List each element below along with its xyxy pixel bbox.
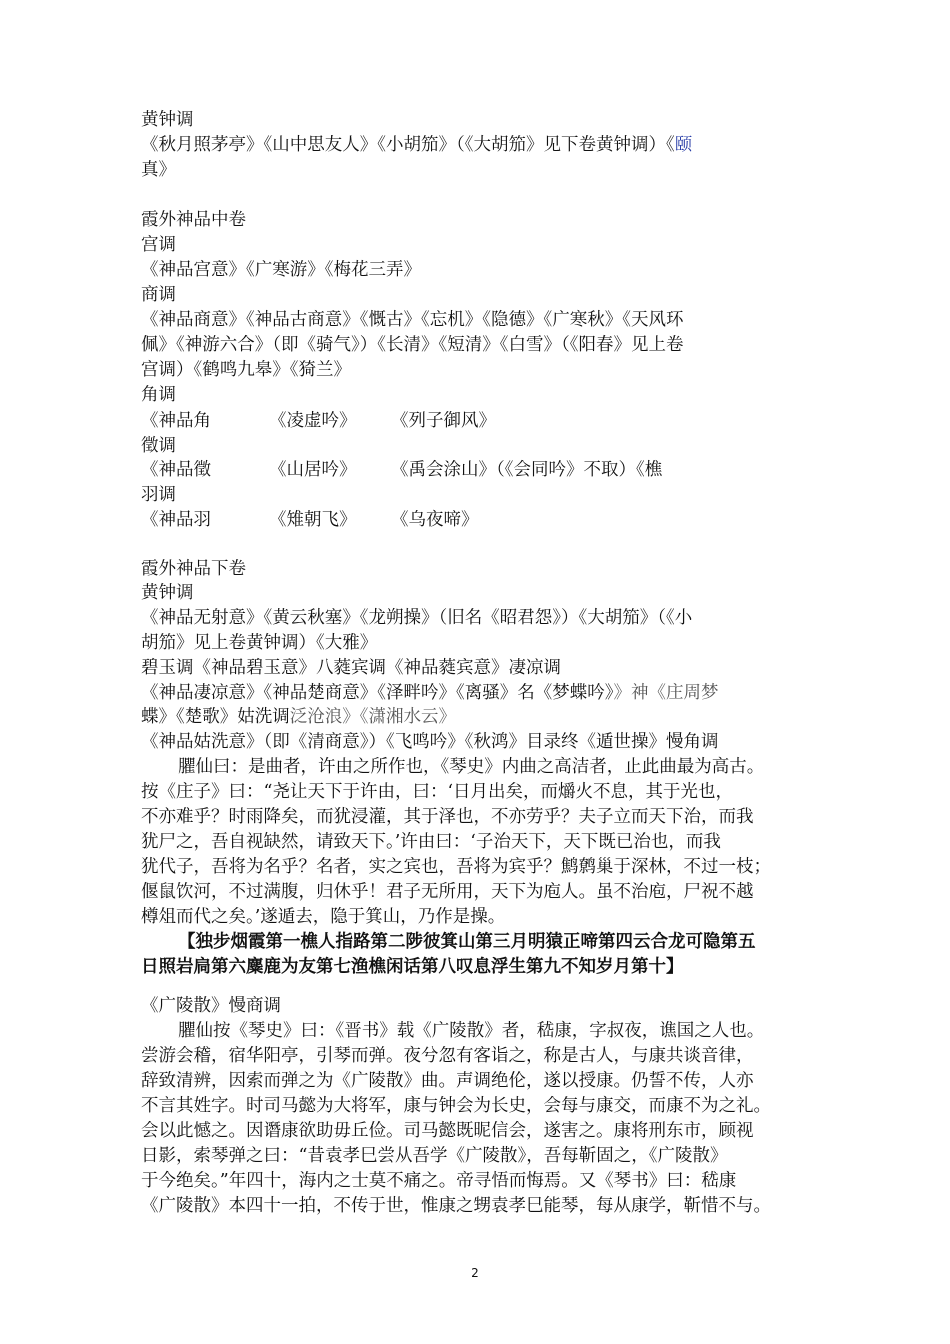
text-span: 泛沧浪》《潇湘水云》 bbox=[289, 707, 456, 725]
text-line bbox=[141, 656, 831, 680]
col-text: 《乌夜啼》 bbox=[391, 510, 479, 530]
section-title-middle: 霞外神品中卷 bbox=[141, 210, 246, 230]
paragraph-line: 按《庄子》曰：“尧让天下于许由，曰：‘日月出矣，而爝火不息，其于光也， bbox=[141, 782, 734, 802]
paragraph-line: 辞致清辨，因索而弹之为《广陵散》曲。声调绝伦，遂以授康。仍誓不传，人亦 bbox=[141, 1071, 754, 1091]
text-line: 宫调）《鹤鸣九皋》《猗兰》 bbox=[141, 360, 351, 380]
text-line: 《神品姑洗意》（即《清商意》）《飞鸣吟》《秋鸿》目录终《遁世操》慢角调 bbox=[141, 732, 719, 752]
paragraph-line: 不亦难乎？时雨降矣，而犹浸灌，其于泽也，不亦劳乎？夫子立而天下治，而我 bbox=[141, 807, 754, 827]
col-text: 《雉朝飞》 bbox=[269, 510, 357, 530]
text-line: 《神品宫意》《广寒游》《梅花三弄》 bbox=[141, 260, 421, 280]
link-text[interactable]: 颐 bbox=[674, 135, 693, 155]
text-span: 》神《庄周梦 bbox=[613, 683, 719, 703]
text-span: 碧玉调《神品碧玉意》 bbox=[141, 658, 316, 678]
paragraph-line: 樽俎而代之矣。’遂遁去，隐于箕山，乃作是操。 bbox=[141, 907, 506, 927]
heading-huangzhong: 黄钟调 bbox=[141, 110, 194, 130]
col-text: 《神品羽 bbox=[141, 510, 211, 530]
col-text: 《列子御风》 bbox=[391, 411, 496, 431]
text-span: 《秋月照茅亭》《山中思友人》《小胡笳》（《大胡笳》见下卷黄钟调）《 bbox=[141, 135, 675, 155]
text-span: 《神品凄凉意》《神品楚商意》《泽畔吟》《离骚》名《梦蝶吟》 bbox=[141, 683, 614, 703]
piece-title: 《广陵散》慢商调 bbox=[141, 996, 281, 1016]
text-line bbox=[141, 705, 831, 725]
paragraph-line: 尝游会稽，宿华阳亭，引琴而弹。夜兮忽有客诣之，称是古人，与康共谈音律， bbox=[141, 1046, 754, 1066]
mode-heading: 徵调 bbox=[141, 436, 176, 456]
col-text: 《神品徵 bbox=[141, 460, 211, 480]
col-text: 《禹会涂山》（《会同吟》不取）《樵 bbox=[391, 460, 663, 480]
text-line bbox=[141, 133, 831, 157]
paragraph-line: 臞仙按《琴史》曰：《晋书》载《广陵散》者，嵇康，字叔夜，谯国之人也。 bbox=[178, 1021, 765, 1041]
page-number: 2 bbox=[471, 1266, 479, 1280]
paragraph-line: 犹尸之，吾自视缺然，请致天下。’许由曰：‘子治天下，天下既已治也，而我 bbox=[141, 832, 721, 852]
section-title-lower: 霞外神品下卷 bbox=[141, 559, 246, 579]
section-list-line: 日照岩扃第六麋鹿为友第七渔樵闲话第八叹息浮生第九不知岁月第十】 bbox=[141, 957, 684, 977]
col-text: 《山居吟》 bbox=[269, 460, 357, 480]
text-line: 《神品无射意》《黄云秋塞》《龙朔操》（旧名《昭君怨》）《大胡笳》（《小 bbox=[141, 608, 693, 628]
col-text: 《凌虚吟》 bbox=[269, 411, 357, 431]
text-span: 八蕤宾调《神品蕤宾意》凄凉调 bbox=[316, 658, 561, 678]
text-line: 真》 bbox=[141, 160, 176, 180]
paragraph-line: 《广陵散》本四十一拍，不传于世，惟康之甥袁孝巳能琴，每从康学，靳惜不与。 bbox=[141, 1196, 771, 1216]
paragraph-line: 犹代子，吾将为名乎？名者，实之宾也，吾将为宾乎？鹪鹩巢于深林，不过一枝； bbox=[141, 857, 771, 877]
text-span: 蝶》《楚歌》姑洗调 bbox=[141, 707, 290, 725]
paragraph-line: 会以此憾之。因谮康欲助毋丘俭。司马懿既昵信会，遂害之。康将刑东市，顾视 bbox=[141, 1121, 754, 1141]
paragraph-line: 于今绝矣。”年四十，海内之士莫不痛之。帝寻悟而悔焉。又《琴书》曰：嵇康 bbox=[141, 1171, 737, 1191]
text-line bbox=[141, 681, 831, 705]
text-line: 佩》《神游六合》（即《骑气》）《长清》《短清》《白雪》（《阳春》见上卷 bbox=[141, 335, 684, 355]
text-line: 胡笳》见上卷黄钟调）《大雅》 bbox=[141, 633, 378, 653]
paragraph-line: 臞仙曰：是曲者，许由之所作也，《琴史》内曲之高洁者，止此曲最为高古。 bbox=[178, 757, 765, 777]
paragraph-line: 日影，索琴弹之曰：“昔袁孝巳尝从吾学《广陵散》，吾每靳固之，《广陵散》 bbox=[141, 1146, 728, 1166]
text-line: 《神品商意》《神品古商意》《慨古》《忘机》《隐德》《广寒秋》《天风环 bbox=[141, 310, 684, 330]
mode-heading: 商调 bbox=[141, 285, 176, 305]
mode-heading: 黄钟调 bbox=[141, 583, 194, 603]
mode-heading: 羽调 bbox=[141, 485, 176, 505]
mode-heading: 角调 bbox=[141, 385, 176, 405]
col-text: 《神品角 bbox=[141, 411, 211, 431]
section-list-line: 【独步烟霞第一樵人指路第二陟彼箕山第三月明猿正啼第四云合龙可隐第五 bbox=[178, 932, 756, 952]
paragraph-line: 不言其姓字。时司马懿为大将军，康与钟会为长史，会每与康交，而康不为之礼。 bbox=[141, 1096, 771, 1116]
mode-heading: 宫调 bbox=[141, 235, 176, 255]
paragraph-line: 偃鼠饮河，不过满腹，归休乎！君子无所用，天下为庖人。虽不治庖，尸祝不越 bbox=[141, 882, 754, 902]
